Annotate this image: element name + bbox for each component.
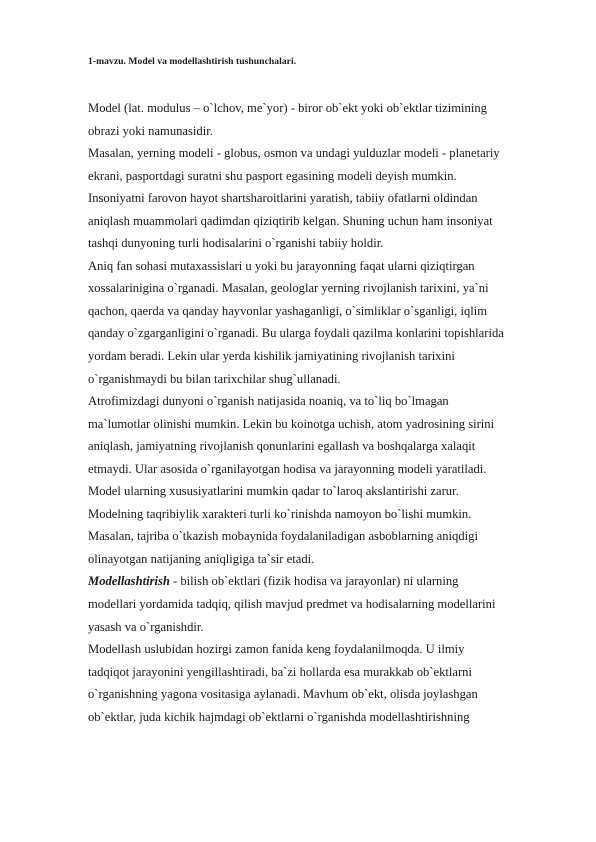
text-line: obrazi yoki namunasidir.: [88, 123, 213, 138]
definition-line: [88, 570, 548, 593]
definition-term: Modellashtirish: [88, 574, 170, 589]
text-line: etmaydi. Ular asosida o`rganilayotgan hodisa va jarayonning modeli yaratiladi.: [88, 461, 487, 476]
text-line: Modelning taqribiylik xarakteri turli ko`rinishda namoyon bo`lishi mumkin.: [88, 506, 472, 521]
text-line: Masalan, yerning modeli - globus, osmon va undagi yulduzlar modeli - planetariy: [88, 146, 500, 161]
text-line: Masalan, tajriba o`tkazish mobaynida foydalaniladigan asboblarning aniqdigi: [88, 529, 478, 544]
text-line: ma`lumotlar olinishi mumkin. Lekin bu koinotga uchish, atom yadrosining sirini: [88, 416, 495, 431]
document-title: 1-mavzu. Model va modellashtirish tushunchalari.: [88, 56, 297, 67]
text-line: tadqiqot jarayonini yengillashtiradi, ba`zi hollarda esa murakkab ob`ektlarni: [88, 664, 472, 679]
text-line: qachon, qaerda va qanday hayvonlar yashaganligi, o`simliklar o`sganligi, iqlim: [88, 303, 488, 318]
text-line: Atrofimizdagi dunyoni o`rganish natijasida noaniq, va to`liq bo`lmagan: [88, 394, 449, 409]
text-line: qanday o`zgarganligini o`rganadi. Bu ularga foydali qazilma konlarini topishlarida: [88, 326, 504, 341]
document-body: [88, 97, 548, 728]
text-line: aniqlash, jamiyatning rivojlanish qonunlarini egallash va boshqalarga xalaqit: [88, 439, 476, 454]
text-line: modellari yordamida tadqiq, qilish mavjud predmet va hodisalarning modellarini: [88, 597, 496, 612]
definition-text: - bilish ob`ektlari (fizik hodisa va jarayonlar) ni ularning: [169, 574, 459, 589]
text-line: tashqi dunyoning turli hodisalarini o`rganishi tabiiy holdir.: [88, 236, 384, 251]
text-line: ob`ektlar, juda kichik hajmdagi ob`ektlarni o`rganishda modellashtirishning: [88, 709, 470, 724]
text-line: aniqlash muammolari qadimdan qiziqtirib kelgan. Shuning uchun ham insoniyat: [88, 213, 493, 228]
text-line: Insoniyatni farovon hayot shartsharoitlarini yaratish, tabiiy ofatlarni oldindan: [88, 191, 478, 206]
text-line: Aniq fan sohasi mutaxassislari u yoki bu jarayonning faqat ularni qiziqtirgan: [88, 258, 475, 273]
text-line: Model (lat. modulus – o`lchov, me`yor) - biror ob`ekt yoki ob`ektlar tizimining: [88, 101, 487, 115]
text-line: xossalarinigina o`rganadi. Masalan, geologlar yerning rivojlanish tarixini, ya`ni: [88, 281, 489, 296]
text-line: Modellash uslubidan hozirgi zamon fanida keng foydalanilmoqda. U ilmiy: [88, 642, 465, 657]
text-line: olinayotgan natijaning aniqligiga ta`sir etadi.: [88, 551, 315, 566]
text-line: yordam beradi. Lekin ular yerda kishilik jamiyatining rivojlanish tarixini: [88, 349, 455, 364]
text-line: o`rganishmaydi bu bilan tarixchilar shug`ullanadi.: [88, 371, 341, 386]
text-line: Model ularning xususiyatlarini mumkin qadar to`laroq akslantirishi zarur.: [88, 484, 459, 499]
text-line: yasash va o`rganishdir.: [88, 619, 204, 634]
text-line: ekrani, pasportdagi suratni shu pasport egasining modeli deyish mumkin.: [88, 168, 457, 183]
text-line: o`rganishning yagona vositasiga aylanadi. Mavhum ob`ekt, olisda joylashgan: [88, 687, 478, 702]
